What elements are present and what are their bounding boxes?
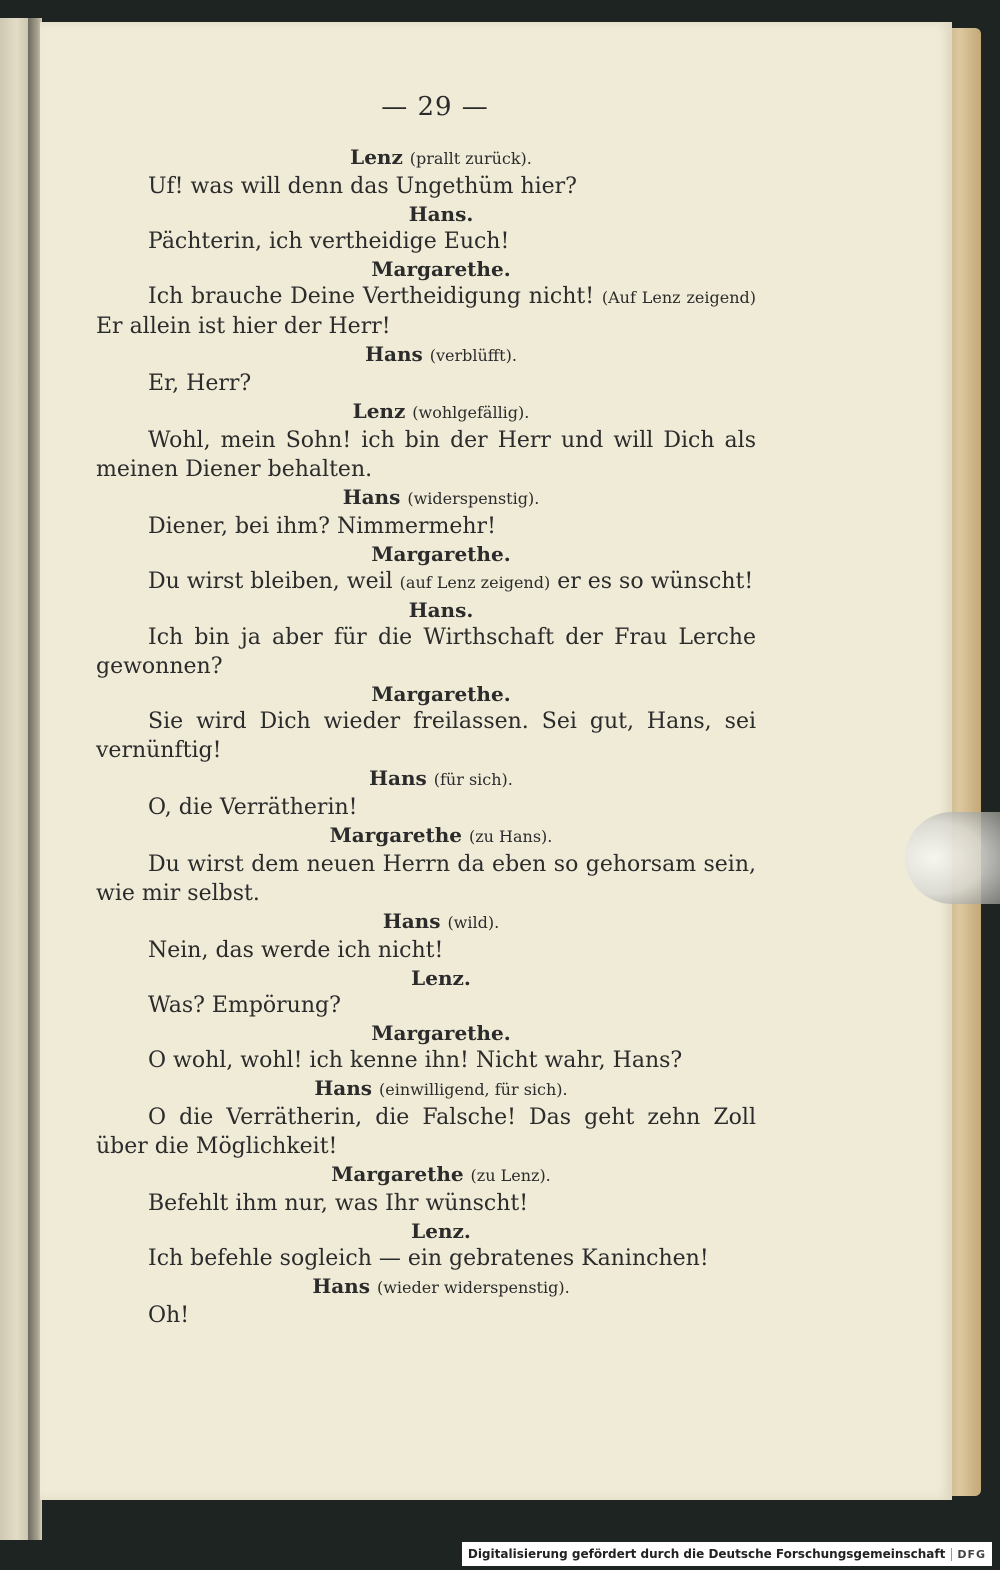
line-text: O die Verrätherin, die Falsche! Das geht zehn Zoll über die Möglichkeit! (96, 1105, 756, 1159)
line-text-rest: Er allein ist hier der Herr! (96, 314, 391, 339)
line-text: Wohl, mein Sohn! ich bin der Herr und will Dich als meinen Diener behalten. (96, 428, 756, 482)
dfg-logo-icon: DFG (951, 1548, 986, 1561)
dialogue-line (96, 282, 756, 341)
speaker-name: Margarethe. (371, 682, 511, 706)
speaker-heading (126, 256, 756, 282)
dialogue-line (96, 567, 756, 597)
speaker-name: Margarethe. (371, 257, 511, 281)
speaker-heading (126, 484, 756, 512)
stage-direction: (prallt zurück). (409, 149, 532, 168)
line-text: Ich brauche Deine Vertheidigung nicht! (148, 284, 595, 309)
speaker-heading (126, 201, 756, 227)
speaker-name: Hans (369, 766, 427, 790)
stage-direction: (Auf Lenz zeigend) (601, 288, 756, 307)
dialogue-line (96, 512, 756, 541)
speaker-name: Lenz. (411, 1219, 471, 1243)
speaker-heading (126, 1020, 756, 1046)
speaker-heading (126, 398, 756, 426)
speaker-name: Hans (342, 485, 401, 509)
speaker-name: Hans (312, 1274, 370, 1298)
stage-direction: (zu Lenz). (470, 1166, 551, 1185)
dialogue-line (96, 172, 756, 201)
speaker-heading (126, 1161, 756, 1189)
speaker-heading (126, 765, 756, 793)
line-text: Befehlt ihm nur, was Ihr wünscht! (148, 1191, 529, 1216)
line-text: Uf! was will denn das Ungethüm hier? (148, 174, 577, 199)
speaker-heading (126, 681, 756, 707)
speaker-heading (126, 1075, 756, 1103)
stage-direction: (zu Hans). (468, 827, 553, 846)
page-number: — 29 — (381, 92, 489, 122)
line-text: Pächterin, ich vertheidige Euch! (148, 229, 510, 254)
speaker-name: Margarethe (329, 823, 462, 847)
stage-direction: (einwilligend, für sich). (379, 1080, 568, 1099)
dialogue-line (96, 1301, 756, 1330)
speaker-name: Margarethe. (371, 542, 511, 566)
speaker-name: Lenz (352, 399, 406, 423)
speaker-heading (126, 908, 756, 936)
dialogue-line (96, 1189, 756, 1218)
speaker-heading (126, 341, 756, 369)
line-text: Er, Herr? (148, 371, 252, 396)
line-text: O, die Verrätherin! (148, 795, 358, 820)
line-text: Nein, das werde ich nicht! (148, 938, 444, 963)
speaker-heading (126, 144, 756, 172)
line-text-rest: er es so wünscht! (557, 569, 754, 594)
dialogue-line (96, 1103, 756, 1161)
dialogue-line (96, 1244, 756, 1273)
dialogue-line (96, 991, 756, 1020)
left-page-edge (0, 18, 30, 1540)
speaker-name: Margarethe (331, 1162, 464, 1186)
speaker-heading (126, 965, 756, 991)
dialogue-line (96, 369, 756, 398)
stage-direction: (für sich). (433, 770, 513, 789)
speaker-heading (126, 541, 756, 567)
dialogue-line (96, 1046, 756, 1075)
dialogue-line (96, 623, 756, 681)
line-text: Oh! (148, 1303, 190, 1328)
page-text (96, 92, 756, 1330)
dialogue-line (96, 426, 756, 484)
footer-text: Digitalisierung gefördert durch die Deutsche Forschungsgemeinschaft (467, 1547, 946, 1561)
speaker-name: Hans (382, 909, 441, 933)
stage-direction: (widerspenstig). (407, 489, 540, 508)
dialogue-line (96, 227, 756, 256)
dialogue-line (96, 707, 756, 765)
speaker-name: Hans (365, 342, 423, 366)
dialogue-line (96, 850, 756, 908)
page-clip (905, 812, 1000, 904)
digitization-footer (462, 1542, 992, 1566)
dialogue-lines (96, 144, 756, 1330)
speaker-heading (126, 597, 756, 623)
stage-direction: (verblüfft). (429, 346, 517, 365)
speaker-name: Hans. (408, 598, 474, 622)
stage-direction: (wohlgefällig). (412, 403, 530, 422)
dialogue-line (96, 793, 756, 822)
speaker-heading (126, 1218, 756, 1244)
dialogue-line (96, 936, 756, 965)
stage-direction: (wieder widerspenstig). (376, 1278, 570, 1297)
speaker-name: Hans. (408, 202, 474, 226)
speaker-name: Margarethe. (371, 1021, 511, 1045)
stage-direction: (wild). (447, 913, 500, 932)
line-text: Diener, bei ihm? Nimmermehr! (148, 514, 496, 539)
line-text: Ich befehle sogleich — ein gebratenes Kaninchen! (148, 1246, 709, 1271)
line-text: Du wirst bleiben, weil (148, 569, 393, 594)
line-text: Ich bin ja aber für die Wirthschaft der Frau Lerche gewonnen? (96, 625, 756, 679)
line-text: Du wirst dem neuen Herrn da eben so gehorsam sein, wie mir selbst. (96, 852, 756, 906)
line-text: Was? Empörung? (148, 993, 341, 1018)
speaker-heading (126, 1273, 756, 1301)
stage-direction: (auf Lenz zeigend) (399, 573, 551, 592)
line-text: Sie wird Dich wieder freilassen. Sei gut, Hans, sei vernünftig! (96, 709, 756, 763)
speaker-name: Lenz. (411, 966, 471, 990)
speaker-name: Lenz (350, 145, 403, 169)
speaker-heading (126, 822, 756, 850)
speaker-name: Hans (314, 1076, 373, 1100)
line-text: O wohl, wohl! ich kenne ihn! Nicht wahr, Hans? (148, 1048, 683, 1073)
